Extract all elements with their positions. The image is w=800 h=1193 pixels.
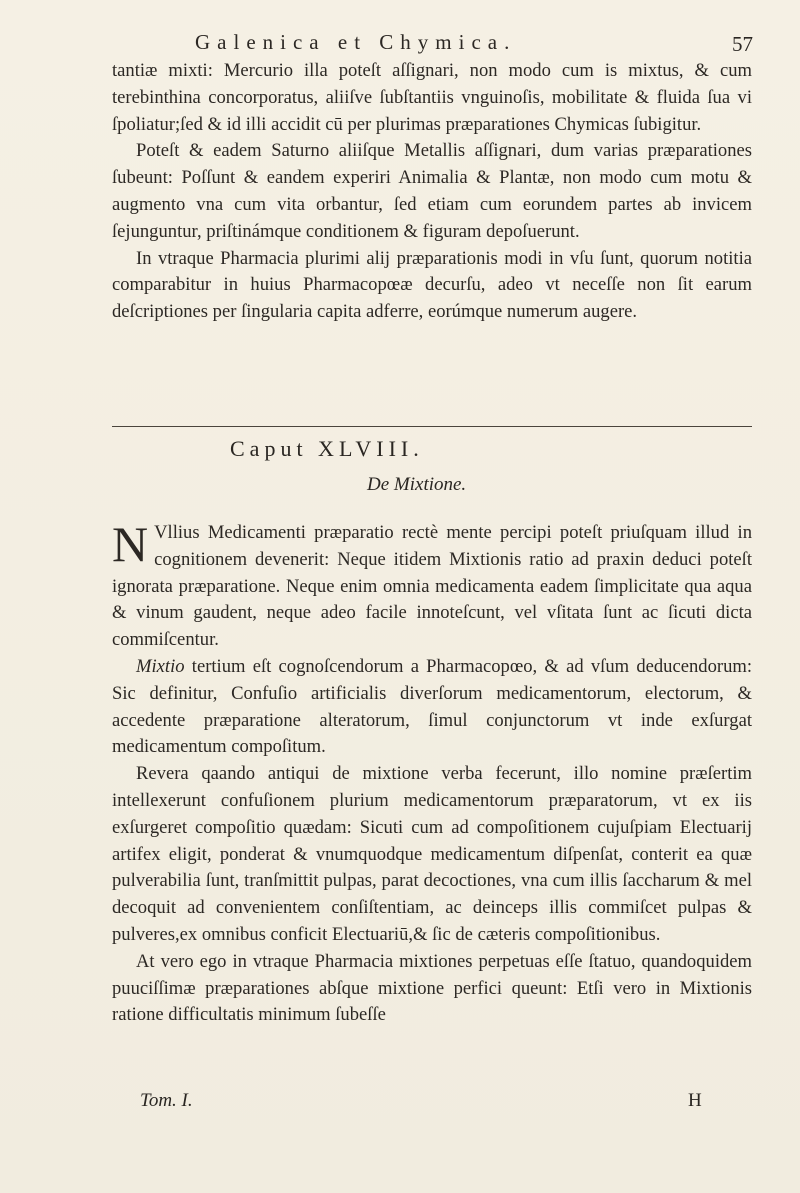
chapter-subtitle: De Mixtione.	[367, 474, 467, 495]
paragraph-text: Vllius Medicamenti præparatio rectè mente percipi poteſt priuſquam illud in cognitionem devenerit: Neque itidem Mixtionis ratio ad praxin deduci poteſt ignorata præparatione. Neque enim omnia medicamenta eadem ſimplicitate qua aqua & vinum gaudent, neque adeo facile innoteſcunt, vel vſitata ſunt ac ſicuti dicta commiſcentur.	[112, 522, 752, 651]
horizontal-rule	[112, 426, 752, 427]
paragraph: tantiæ mixti: Mercurio illa poteſt aſſignari, non modo cum is mixtus, & cum terebinthina concorporatus, aliiſve ſubſtantiis vnguinoſis, mobilitate & fluida ſua vi ſpoliatur;ſed & id illi accidit cū per plurimas præparationes Chymicas ſubigitur.	[112, 60, 752, 135]
page-number: 57	[732, 32, 753, 56]
paragraph	[112, 654, 752, 761]
paragraph: Revera qaando antiqui de mixtione verba fecerunt, illo nomine præſertim intellexerunt confuſionem plurium medicamentorum præparatorum, vt ex iis exſurgeret compoſitio quædam: Sicuti cum ad compoſitionem cujuſpiam Electuarij artifex eligit, ponderat & vnumquodque medicamentum diſpenſat, conterit ea quæ pulverabilia ſunt, tranſmittit pulpas, parat decoctiones, vna cum illis ſaccharum & mel decoquit ad convenientem conſiſtentiam, ac deinceps illis commiſcet pulpas & pulveres,ex omnibus conficit Electuariū,& ſic de cæteris compoſitionibus.	[112, 763, 752, 945]
signature-mark: Tom. I.	[140, 1090, 193, 1111]
top-text-block	[112, 58, 752, 326]
italic-term: Mixtio	[136, 655, 185, 677]
paragraph-text: tertium eſt cognoſcendorum a Pharmacopœo, & ad vſum deducendorum: Sic definitur, Confuſio artificialis diverſorum medicamentorum, electorum, & accedente præparatione alteratorum, ſimul conjunctorum vt inde exſurgat medicamentum compoſitum.	[112, 655, 752, 758]
running-head: Galenica et Chymica.	[195, 30, 517, 54]
paragraph: In vtraque Pharmacia plurimi alij præparationis modi in vſu ſunt, quorum notitia comparabitur in huius Pharmacopœæ decurſu, adeo vt neceſſe non ſit earum deſcriptiones per ſingularia capita adferre, eorúmque numerum augere.	[112, 247, 752, 323]
bottom-text-block	[112, 516, 752, 1029]
chapter-title: Caput XLVIII.	[230, 436, 424, 461]
drop-cap: N	[112, 516, 149, 572]
paragraph: Poteſt & eadem Saturno aliiſque Metallis aſſignari, dum varias præparationes ſubeunt: Poſſunt & eandem experiri Animalia & Plantæ, non modo cum motu & augmento vna cum vita orbantur, ſed etiam cum eorundem partes ab invicem ſejunguntur, priſtinámque conditionem & figuram depoſuerunt.	[112, 140, 752, 242]
catchword: H	[688, 1090, 702, 1111]
paragraph	[112, 516, 752, 654]
paragraph: At vero ego in vtraque Pharmacia mixtiones perpetuas eſſe ſtatuo, quandoquidem puuciſſimæ præparationes abſque mixtione perfici queunt: Etſi vero in Mixtionis ratione difficultatis minimum ſubeſſe	[112, 950, 752, 1026]
